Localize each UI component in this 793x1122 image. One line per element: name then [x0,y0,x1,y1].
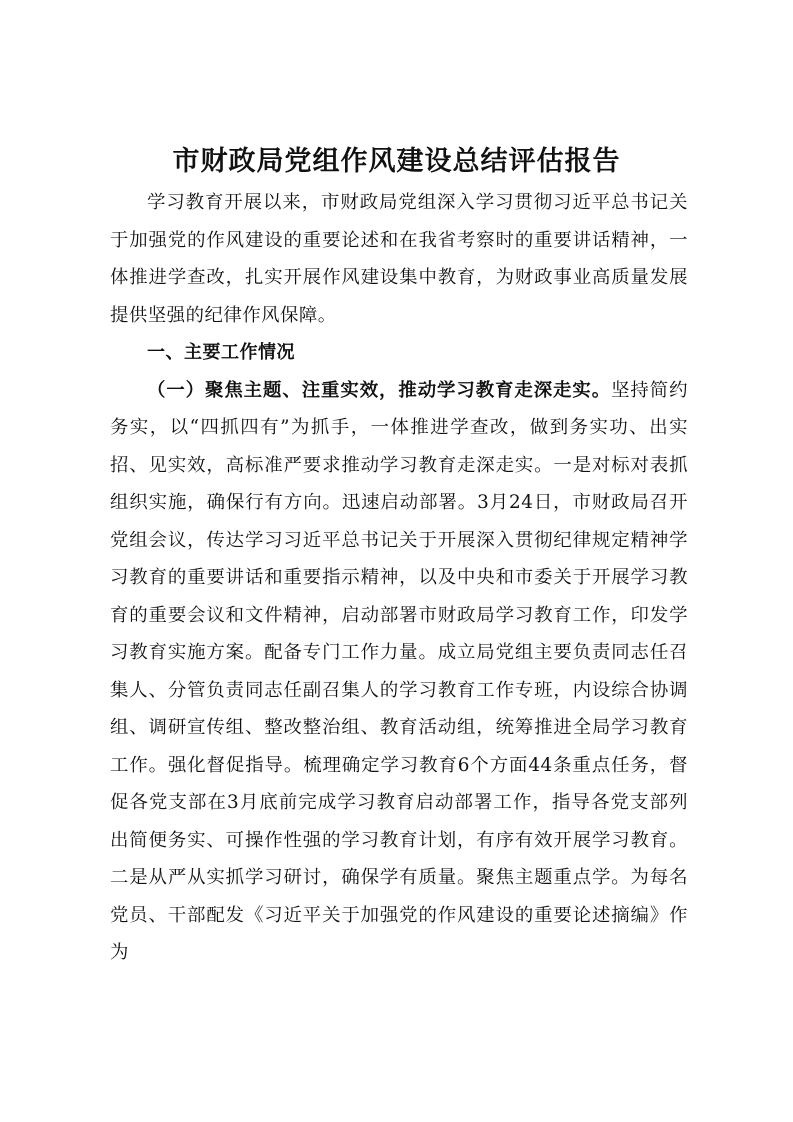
document-title: 市财政局党组作风建设总结评估报告 [172,146,621,177]
section-heading: 一、主要工作情况 [147,342,295,363]
intro-paragraph: 学习教育开展以来，市财政局党组深入学习贯彻习近平总书记关于加强党的作风建设的重要论述和在我省考察时的重要讲话精神，一体推进学查改，扎实开展作风建设集中教育，为财政事业高质量发展提供坚强的纪律作风保障。 [110,192,688,326]
subsection-paragraph [110,372,688,972]
document-body [110,184,688,972]
subsection-body: 坚持简约务实，以“四抓四有”为抓手，一体推进学查改，做到务实功、出实招、见实效，高标准严要求推动学习教育走深走实。一是对标对表抓组织实施，确保行有方向。迅速启动部署。3月24日，市财政局召开党组会议，传达学习习近平总书记关于开展深入贯彻纪律规定精神学习教育的重要讲话和重要指示精神，以及中央和市委关于开展学习教育的重要会议和文件精神，启动部署市财政局学习教育工作，印发学习教育实施方案。配备专门工作力量。成立局党组主要负责同志任召集人、分管负责同志任副召集人的学习教育工作专班，内设综合协调组、调研宣传组、整改整治组、教育活动组，统筹推进全局学习教育工作。强化督促指导。梳理确定学习教育6个方面44条重点任务，督促各党支部在3月底前完成学习教育启动部署工作，指导各党支部列出简便务实、可操作性强的学习教育计划，有序有效开展学习教育。二是从严从实抓学习研讨，确保学有质量。聚焦主题重点学。为每名党员、干部配发《习近平关于加强党的作风建设的重要论述摘编》作为 [110,379,688,963]
subsection-heading: （一）聚焦主题、注重实效，推动学习教育走深走实。 [147,379,612,401]
